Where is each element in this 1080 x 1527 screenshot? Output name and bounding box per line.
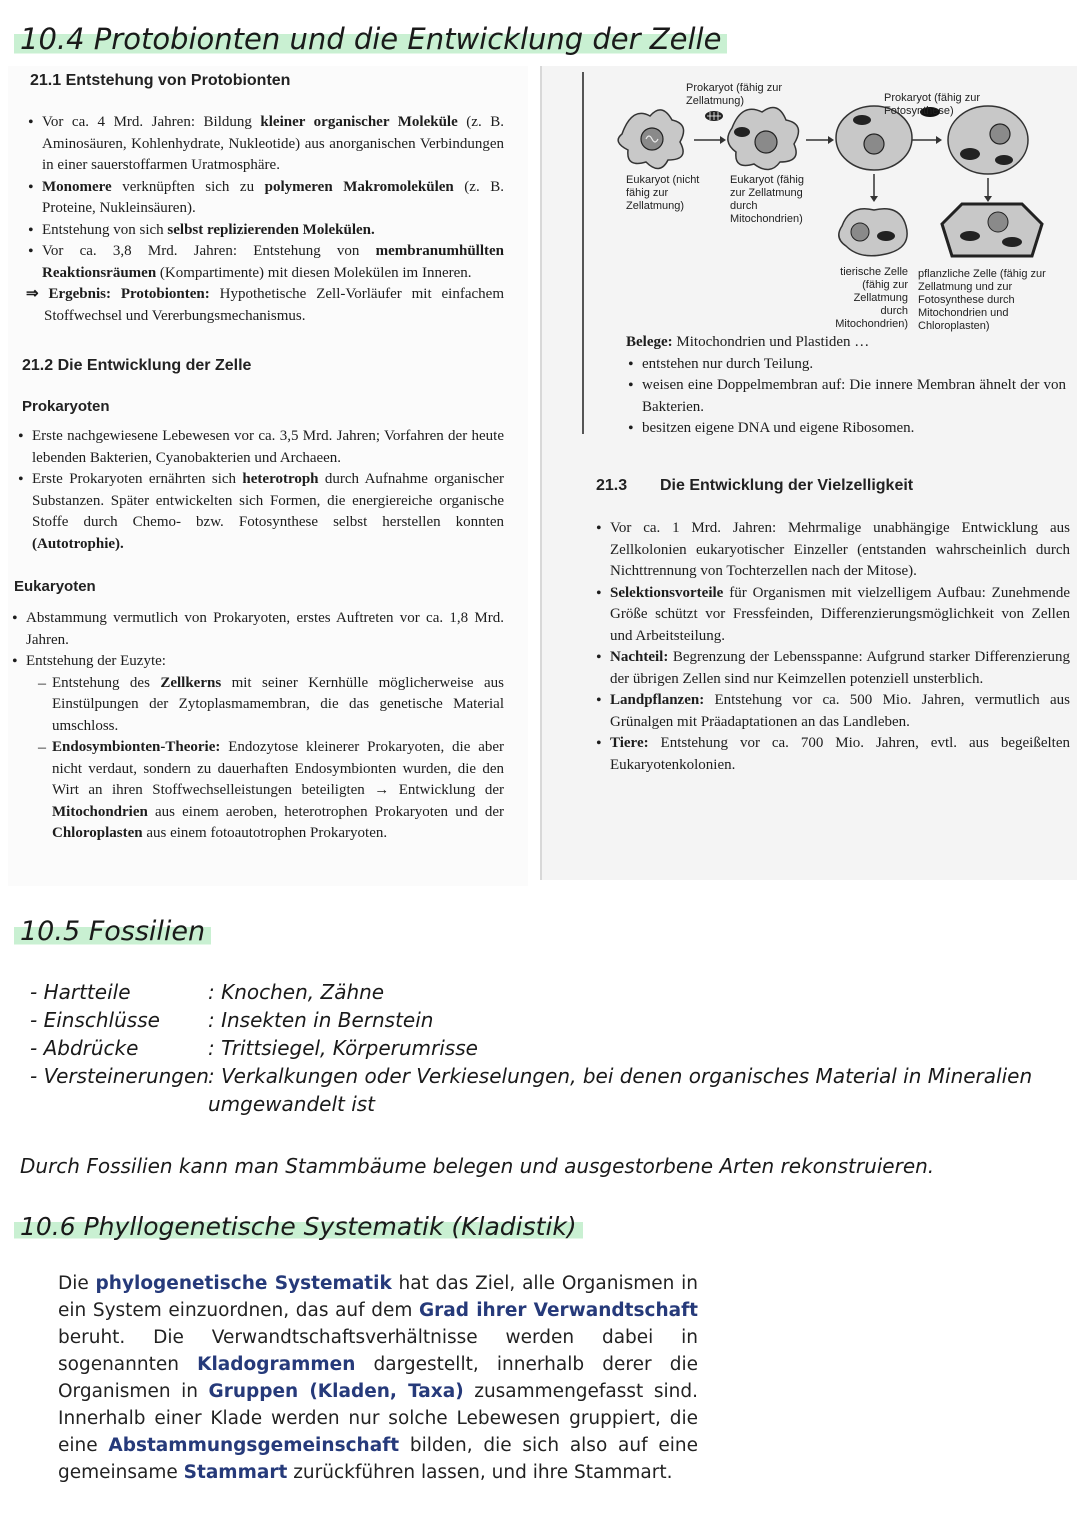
fossil-term: - Versteinerungen — [30, 1064, 209, 1088]
fossil-types-list — [30, 978, 1070, 1118]
label-prokaryote-respiration: Prokaryot (fähig zur Zellatmung) — [686, 82, 782, 107]
result-line: ⇒ Ergebnis: Protobionten: Hypothetische Zell-Vorläufer mit einfachem Stoffwechsel und Vererbungsmechanismus. — [26, 286, 504, 324]
dash-endosymbiont: – Endosymbionten-Theorie: Endozytose kleinerer Prokaryoten, die aber nicht verdaut, sondern zu dauerhaften Endosymbionten wurden, die den Wirt an ihren Stoffwechselleistungen beteiligten → Entwicklung der Mitochondrien aus einem aeroben, heterotrophen Prokaryoten und der Chloroplasten aus einem fotoautotrophen Prokaryoten. — [38, 737, 504, 845]
bullet-animals: • Tiere: Entstehung vor ca. 700 Mio. Jahren, evtl. aus begeißelten Eukaryotenkolonien. — [594, 733, 1070, 776]
fossil-term: - Hartteile — [30, 980, 131, 1004]
fossil-description: : Verkalkungen oder Verkieselungen, bei denen organisches Material in Mineralien umgewandelt ist — [208, 1064, 1033, 1116]
dash-nucleus: – Entstehung des Zellkerns mit seiner Kernhülle möglicherweise aus Einstülpungen der Zytoplasmamembran, die das genetische Material umschloss. — [38, 673, 504, 738]
bullet-compartments: • Vor ca. 3,8 Mrd. Jahren: Entstehung von membranumhüllten Reaktionsräumen (Kompartimente) mit diesen Molekülen im Inneren. — [26, 241, 504, 284]
fossil-description: : Knochen, Zähne — [208, 980, 385, 1004]
section-21-3-title: Die Entwicklung der Vielzelligkeit — [660, 477, 914, 494]
heading-10-6: 10.6 Phyllogenetische Systematik (Kladistik) — [14, 1212, 583, 1241]
label-plant-cell: pflanzliche Zelle (fähig zur Zellatmung und zur Fotosynthese durch Mitochondrien und Chloroplasten) — [918, 268, 1046, 332]
bullet-disadvantage: • Nachteil: Begrenzung der Lebensspanne: Aufgrund starker Differenzierung der übrigen Zellen sind nur Keimzellen potenziell unsterblich. — [594, 647, 1070, 690]
section-21-3-body — [594, 518, 1070, 776]
textbook-scan-right — [540, 66, 1077, 880]
fossil-row — [30, 1062, 1070, 1118]
kladistik-paragraph: Die phylogenetische Systematik hat das Ziel, alle Organismen in ein System einzuordnen, das auf dem Grad ihrer Verwandtschaft beruht. Die Verwandtschaftsverhältnisse werden dabei in sogenannten Kladogrammen dargestellt, innerhalb derer die Organismen in Gruppen (Kladen, Taxa) zusammengefasst sind. Innerhalb einer Klade werden nur solche Lebewesen gruppiert, die eine Abstammungsgemeinschaft bilden, die sich also auf eine gemeinsame Stammart zurückführen lassen, und ihre Stammart. — [58, 1273, 698, 1483]
animal-cell — [839, 209, 907, 256]
evidence-title: Belege: Mitochondrien und Plastiden … — [626, 334, 870, 350]
label-animal-cell: tierische Zelle (fähig zur Zellatmung durch Mitochondrien) — [835, 266, 908, 330]
eukaryoten-body — [10, 608, 504, 845]
evidence-block — [626, 332, 1066, 440]
eukaryote-no-respiration-cell — [618, 110, 683, 169]
bullet-monomers: • Monomere verknüpften sich zu polymeren Makromolekülen (z. B. Proteine, Nukleinsäuren). — [26, 177, 504, 220]
label-prokaryote-photosynthesis: Prokaryot (fähig zur Fotosynthese) — [884, 92, 980, 117]
aerobic-prokaryote — [705, 111, 723, 121]
prokaryoten-body — [16, 426, 504, 555]
fossil-description: : Insekten in Bernstein — [208, 1008, 434, 1032]
fossil-term: - Abdrücke — [30, 1036, 139, 1060]
plant-cell — [942, 204, 1042, 256]
evidence-division: • entstehen nur durch Teilung. — [626, 354, 1066, 376]
bullet-molecules: • Vor ca. 4 Mrd. Jahren: Bildung kleiner organischer Moleküle (z. B. Aminosäuren, Kohlenhydrate, Nukleotide) aus anorganischen Verbindungen in einer sauerstoffarmen Uratmosphäre. — [26, 112, 504, 177]
eukaryoten-heading: Eukaryoten — [14, 578, 96, 595]
heading-10-4: 10.4 Protobionten und die Entwicklung der Zelle — [14, 22, 727, 56]
prokaryoten-heading: Prokaryoten — [22, 398, 110, 415]
label-eukaryote-1: Eukaryot (nicht fähig zur Zellatmung) — [626, 174, 700, 212]
evidence-dna: • besitzen eigene DNA und eigene Ribosomen. — [626, 418, 1066, 440]
bullet-replicating: • Entstehung von sich selbst replizierenden Molekülen. — [26, 220, 504, 242]
section-21-3-number: 21.3 — [596, 477, 628, 494]
bullet-multicellular-origin: • Vor ca. 1 Mrd. Jahren: Mehrmalige unabhängige Entwicklung aus Zellkolonien eukaryotischer Einzeller (entstanden wahrscheinlich durch Nichttrennung von Tochterzellen nach der Mitose). — [594, 518, 1070, 583]
bullet-euzyte: • Entstehung der Euzyte: – Entstehung des Zellkerns mit seiner Kernhülle möglicherweise aus Einstülpungen der Zytoplasmamembran, die das genetische Material umschloss. – Endosymbionten-Theorie: Endozytose kleinerer Prokaryoten, die aber nicht verdaut, sondern zu dauerhaften Endosymbionten wurden, die den Wirt an ihren Stoffwechselleistungen beteiligten → Entwicklung der Mitochondrien aus einem aeroben, heterotrophen Prokaryoten und der Chloroplasten aus einem fotoautotrophen Prokaryoten. — [10, 651, 504, 845]
section-21-2-title: 21.2 Die Entwicklung der Zelle — [22, 357, 252, 374]
bullet-land-plants: • Landpflanzen: Entstehung vor ca. 500 Mio. Jahren, vermutlich aus Grünalgen mit Präadaptationen an das Landleben. — [594, 690, 1070, 733]
fossil-row — [30, 1006, 1070, 1034]
heading-10-5: 10.5 Fossilien — [14, 916, 211, 947]
section-21-1-title: 21.1 Entstehung von Protobionten — [30, 72, 291, 89]
evidence-membrane: • weisen eine Doppelmembran auf: Die innere Membran ähnelt der von Bakterien. — [626, 375, 1066, 418]
fossil-term: - Einschlüsse — [30, 1008, 160, 1032]
bullet-heterotroph: • Erste Prokaryoten ernährten sich heterotroph durch Aufnahme organischer Substanzen. Später entwickelten sich Formen, die energiereiche organische Stoffe durch Chemo- bzw. Fotosynthese selbst herstellen konnten (Autotrophie). — [16, 469, 504, 555]
fossil-description: : Trittsiegel, Körperumrisse — [208, 1036, 478, 1060]
bullet-ancestry: • Abstammung vermutlich von Prokaryoten, erstes Auftreten vor ca. 1,8 Mrd. Jahren. — [10, 608, 504, 651]
fossil-row — [30, 1034, 1070, 1062]
eukaryote-with-mitochondria-cell — [728, 108, 799, 170]
textbook-scan-left — [8, 66, 528, 886]
section-21-1-body — [26, 112, 504, 327]
label-eukaryote-2: Eukaryot (fähig zur Zellatmung durch Mitochondrien) — [730, 174, 804, 225]
bullet-first-life: • Erste nachgewiesene Lebewesen vor ca. 3,5 Mrd. Jahren; Vorfahren der heute lebenden Bakterien, Cyanobakterien und Archaeen. — [16, 426, 504, 469]
vertical-rule — [582, 72, 584, 434]
fossil-summary: Durch Fossilien kann man Stammbäume belegen und ausgestorbene Arten rekonstruieren. — [20, 1154, 935, 1178]
fossil-row — [30, 978, 1070, 1006]
bullet-selection-advantage: • Selektionsvorteile für Organismen mit vielzelligem Aufbau: Zunehmende Größe schützt vor Fressfeinden, Differenzierungsmöglichkeit von Zellen und Arbeitsteilung. — [594, 583, 1070, 648]
